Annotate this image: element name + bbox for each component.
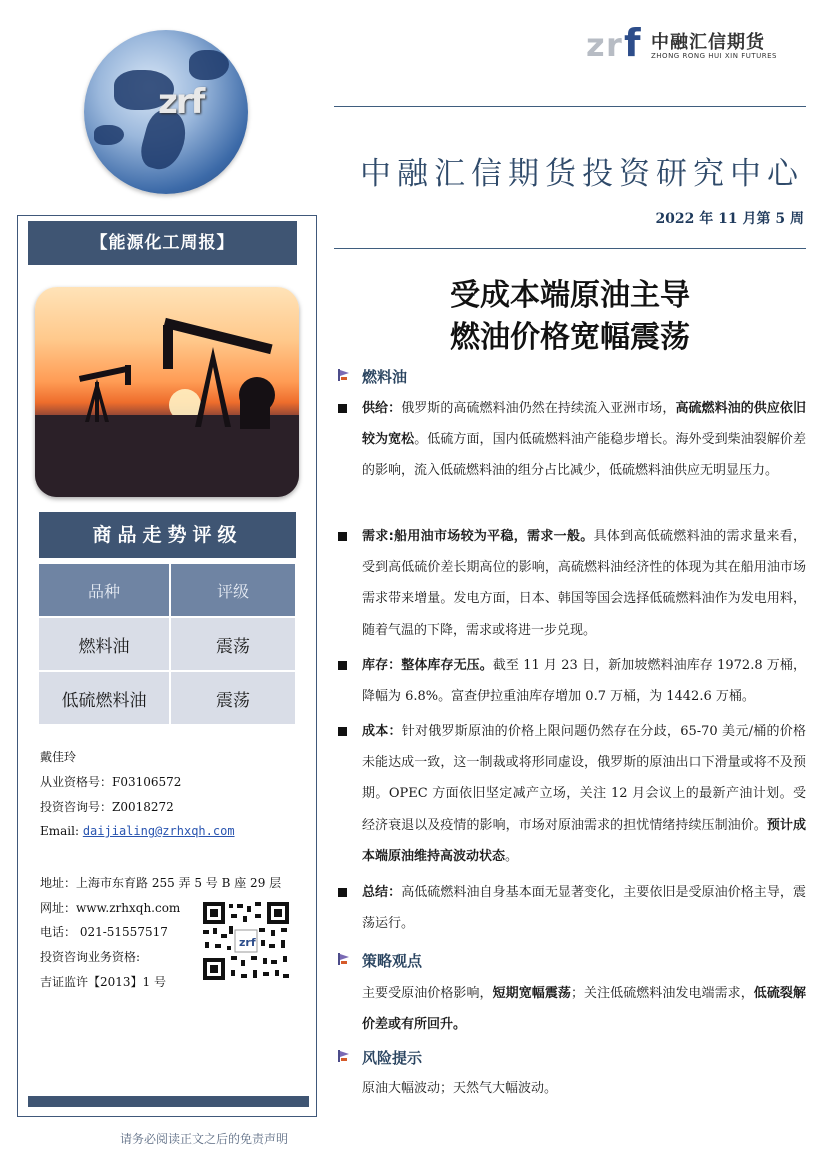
- supply-paragraph: [362, 393, 806, 487]
- svg-text:z: z: [586, 26, 605, 60]
- col-header-rating: 评级: [171, 564, 297, 618]
- square-bullet-icon: [338, 661, 347, 670]
- rating-item: 燃料油: [39, 618, 171, 672]
- svg-text:f: f: [624, 21, 641, 60]
- demand-paragraph: [362, 521, 806, 646]
- strategy-bold-2: 低硫裂解价差或有所回升。: [362, 986, 806, 1033]
- consulting-number: 投资咨询号：Z0018272: [40, 800, 174, 814]
- qr-code-icon[interactable]: [201, 900, 291, 982]
- rating-item: 低硫燃料油: [39, 672, 171, 726]
- strategy-text-1: 主要受原油价格影响，: [362, 986, 493, 1001]
- report-type-banner: 【能源化工周报】: [28, 221, 297, 265]
- col-header-item: 品种: [39, 564, 171, 618]
- brand-name-cn: 中融汇信期货: [651, 32, 765, 53]
- inventory-text: 截至 11 月 23 日，新加坡燃料油库存 1972.8 万桶，降幅为 6.8%。富查伊拉重油库存增加 0.7 万桶，为 1442.6 万桶。: [362, 658, 806, 705]
- cost-text: 针对俄罗斯原油的价格上限问题仍然存在分歧，65-70 美元/桶的价格未能达成一致，这一制裁或将形同虚设，俄罗斯的原油出口下滑量或将不及预期。OPEC 方面依旧坚定减产立场，关注 12 月会议上的最新产油计划。受经济衰退以及疫情的影响，市场对原油需求的担忧情绪持续压制油价。: [362, 724, 806, 833]
- demand-text: 具体到高低硫燃料油的需求量来看，受到高低硫价差长期高位的影响，高硫燃料油经济性的体现为其在船用油市场需求带来增量。发电方面，日本、韩国等国会选择低硫燃料油作为发电用料，随着气温的下降，需求或将进一步兑现。: [362, 529, 806, 638]
- strategy-paragraph: [362, 978, 806, 1040]
- rating-title: 商品走势评级: [39, 512, 296, 558]
- rating-value: 震荡: [171, 672, 297, 726]
- summary-label: 总结：: [362, 885, 402, 900]
- brand-name-en: ZHONG RONG HUI XIN FUTURES: [651, 52, 777, 60]
- strategy-text-2: ；关注低硫燃料油发电端需求，: [570, 986, 754, 1001]
- report-date: 2022 年 11 月第 5 周: [655, 211, 804, 227]
- cost-end: 。: [505, 848, 519, 864]
- demand-label: 需求:船用油市场较为平稳，需求一般。: [362, 529, 594, 544]
- flag-bullet-icon: [336, 368, 350, 386]
- svg-text:zrf: zrf: [239, 936, 256, 949]
- sidebar-bottom-bar: [28, 1096, 309, 1107]
- email-label: Email:: [40, 824, 83, 838]
- website: 网址：www.zrhxqh.com: [40, 901, 181, 915]
- supply-text-1: 俄罗斯的高硫燃料油仍然在持续流入亚洲市场，: [401, 401, 676, 416]
- flag-bullet-icon: [336, 1049, 350, 1067]
- supply-bold: 高硫燃料油的供应依旧较为宽松: [362, 401, 806, 448]
- rating-value: 震荡: [171, 618, 297, 672]
- center-title: 中融汇信期货投资研究中心: [360, 156, 804, 192]
- cost-paragraph: [362, 716, 806, 872]
- flag-bullet-icon: [336, 952, 350, 970]
- analyst-name: 戴佳玲: [40, 750, 77, 764]
- qualification-number: 从业资格号：F03106572: [40, 775, 182, 789]
- square-bullet-icon: [338, 404, 347, 413]
- license-number: 吉证监许【2013】1 号: [40, 975, 166, 989]
- summary-text: 高低硫燃料油自身基本面无显著变化，主要依旧是受原油价格主导，震荡运行。: [362, 885, 806, 932]
- header-divider-bottom: [334, 248, 806, 249]
- headline-line-1: 受成本端原油主导: [450, 278, 690, 313]
- table-row: [39, 618, 297, 672]
- section-fuel-oil: [336, 366, 407, 387]
- inventory-label: 库存：整体库存无压。: [362, 658, 493, 673]
- table-row: [39, 672, 297, 726]
- strategy-bold-1: 短期宽幅震荡: [492, 986, 571, 1001]
- cost-bold: 预计成本端原油维持高波动状态: [362, 817, 806, 864]
- section-risk: [336, 1047, 422, 1068]
- pumpjack-silhouette: [35, 287, 299, 497]
- header-divider-top: [334, 106, 806, 107]
- globe-logo: zrf: [158, 82, 204, 122]
- risk-paragraph: 原油大幅波动；天然气大幅波动。: [362, 1081, 558, 1096]
- summary-paragraph: [362, 877, 806, 939]
- rating-table-header: [39, 564, 297, 618]
- phone: 电话： 021-51557517: [40, 925, 168, 939]
- section-strategy: [336, 950, 422, 971]
- square-bullet-icon: [338, 888, 347, 897]
- email-link[interactable]: daijialing@zrhxqh.com: [82, 824, 235, 838]
- address: 地址：上海市东育路 255 弄 5 号 B 座 29 层: [40, 876, 282, 890]
- inventory-paragraph: [362, 650, 806, 712]
- section-strategy-title: 策略观点: [362, 952, 423, 970]
- email-line: [40, 824, 235, 838]
- section-fuel-oil-title: 燃料油: [362, 368, 408, 386]
- supply-label: 供给：: [362, 401, 402, 416]
- square-bullet-icon: [338, 727, 347, 736]
- supply-text-2: 。低硫方面，国内低硫燃料油产能稳步增长。海外受到柴油裂解价差的影响，流入低硫燃料油的组分占比减少，低硫燃料油供应无明显压力。: [362, 432, 806, 479]
- brand-logo-icon: [586, 20, 646, 60]
- license-label: 投资咨询业务资格:: [40, 950, 141, 964]
- disclaimer-note[interactable]: 请务必阅读正文之后的免责声明: [120, 1132, 289, 1146]
- oil-pump-photo: [35, 287, 299, 497]
- headline-line-2: 燃油价格宽幅震荡: [450, 320, 690, 355]
- cost-label: 成本：: [362, 724, 402, 739]
- square-bullet-icon: [338, 532, 347, 541]
- headline: [400, 275, 740, 359]
- svg-text:r: r: [606, 26, 622, 60]
- section-risk-title: 风险提示: [362, 1049, 423, 1067]
- rating-table: [39, 564, 297, 726]
